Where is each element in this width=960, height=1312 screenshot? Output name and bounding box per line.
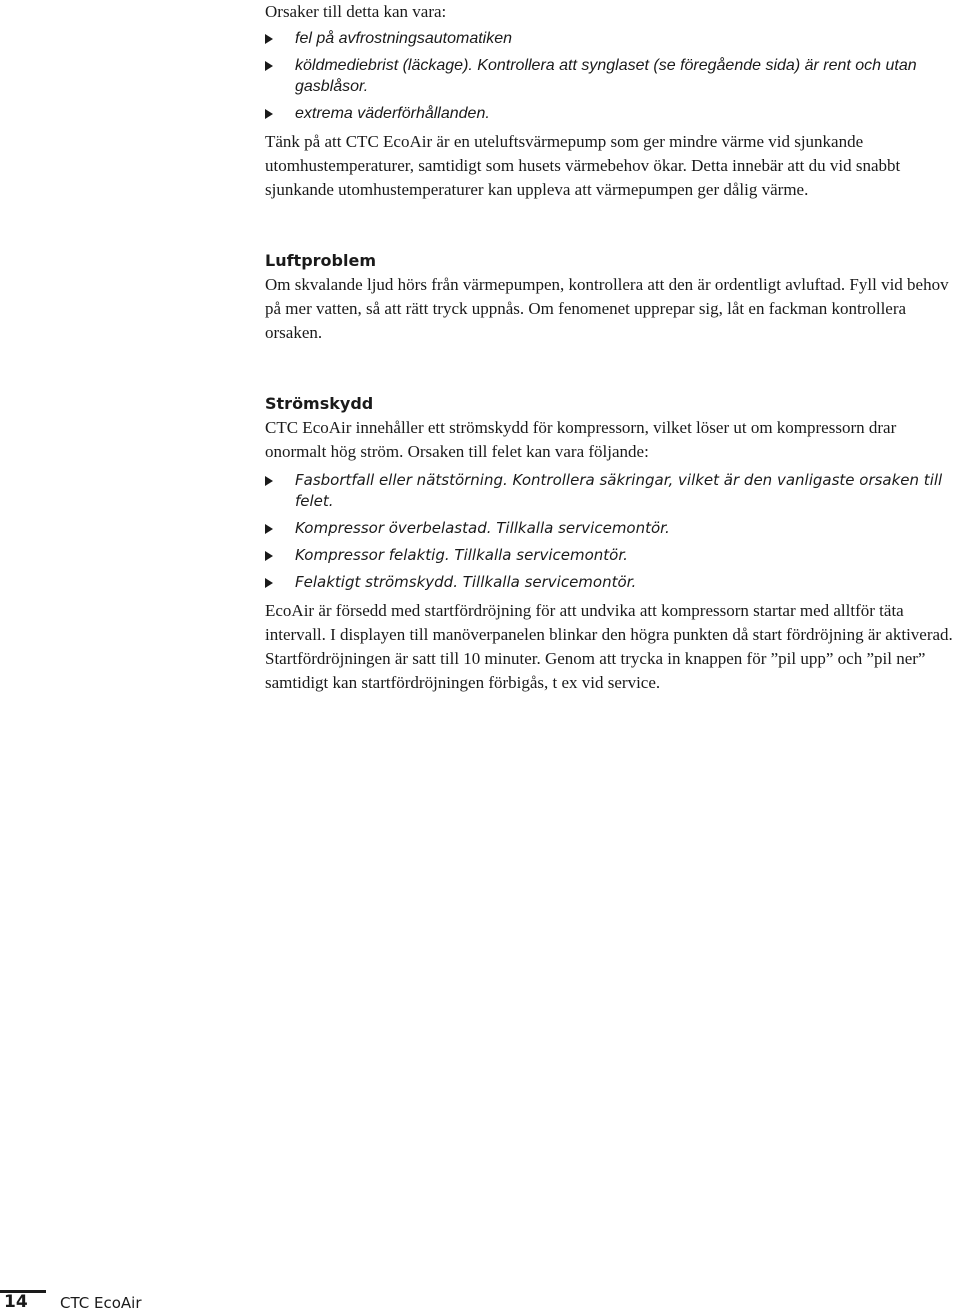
bullet-icon	[265, 524, 273, 534]
causes-intro: Orsaker till detta kan vara:	[265, 2, 447, 21]
heat-pump-paragraph: Tänk på att CTC EcoAir är en uteluftsvärmepump som ger mindre värme vid sjunkande utomhustemperaturer, samtidigt som husets värmebehov ökar. Detta innebär att du vid snabbt sjunkande utomhustemperaturer kan uppleva att värmepumpen ger dålig värme.	[265, 132, 901, 199]
list-item: Kompressor felaktig. Tillkalla servicemontör.	[265, 545, 955, 566]
list-item: extrema väderförhållanden.	[265, 103, 955, 124]
bullet-icon	[265, 551, 273, 561]
bullet-icon	[265, 476, 273, 486]
startdelay-paragraph: EcoAir är försedd med startfördröjning för att undvika att kompressorn startar med alltför täta intervall. I displayen till manöverpanelen blinkar den högra punkten då start fördröjning är aktiverad. Startfördröjningen är satt till 10 minuter. Genom att trycka in knappen för ”pil upp” och ”pil ner” samtidigt kan startfördröjningen förbigås, t ex vid service.	[265, 601, 953, 692]
list-item: fel på avfrostningsautomatiken	[265, 28, 955, 49]
luftproblem-heading: Luftproblem	[265, 251, 376, 270]
luftproblem-text: Om skvalande ljud hörs från värmepumpen, kontrollera att den är ordentligt avluftad. Fyll vid behov på mer vatten, så att rätt tryck uppnås. Om fenomenet upprepar sig, låt en fackman kontrollera orsaken.	[265, 275, 949, 342]
stromskydd-list	[265, 470, 955, 593]
bullet-icon	[265, 578, 273, 588]
list-item: Fasbortfall eller nätstörning. Kontrollera säkringar, vilket är den vanligaste orsaken till felet.	[265, 470, 955, 512]
bullet-icon	[265, 61, 273, 71]
stromskydd-text: CTC EcoAir innehåller ett strömskydd för kompressorn, vilket löser ut om kompressorn drar onormalt hög ström. Orsaken till felet kan vara följande:	[265, 418, 897, 461]
bullet-icon	[265, 34, 273, 44]
page-content	[265, 0, 955, 695]
bullet-icon	[265, 109, 273, 119]
list-item: Kompressor överbelastad. Tillkalla servicemontör.	[265, 518, 955, 539]
stromskydd-heading: Strömskydd	[265, 394, 374, 413]
page-number: 14	[4, 1292, 28, 1312]
causes-list	[265, 28, 955, 124]
list-item: köldmediebrist (läckage). Kontrollera att synglaset (se föregående sida) är rent och utan gasblåsor.	[265, 55, 955, 97]
list-item: Felaktigt strömskydd. Tillkalla servicemontör.	[265, 572, 955, 593]
page-footer	[0, 1290, 960, 1311]
footer-title: CTC EcoAir	[60, 1294, 142, 1312]
